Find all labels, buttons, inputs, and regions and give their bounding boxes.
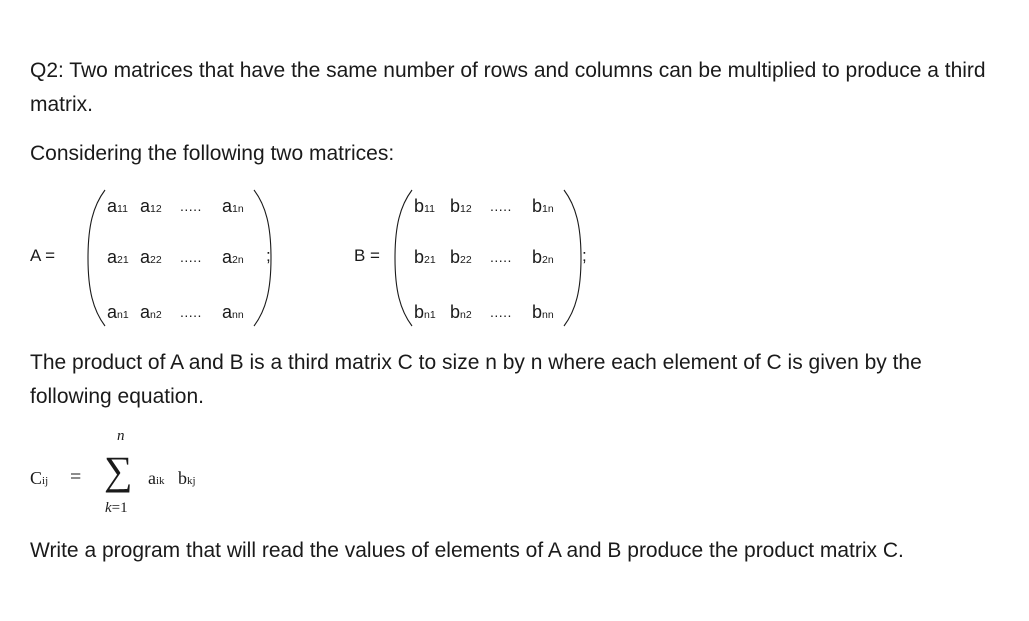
task-instruction: Write a program that will read the values of elements of A and B produce the product matrix C. <box>30 539 904 562</box>
question-intro: Q2: Two matrices that have the same number of rows and columns can be multiplied to produce a third matrix. <box>30 59 986 116</box>
matrix-b-left-paren <box>392 186 416 330</box>
matrix-ellipsis: ..... <box>180 198 202 214</box>
equation-term-b: bkj <box>178 468 196 488</box>
matrix-element: an1 <box>107 302 129 322</box>
matrix-element: b12 <box>450 196 472 216</box>
equation-term-a: aik <box>148 468 165 488</box>
matrix-b-right-paren <box>560 186 584 330</box>
matrix-element: a21 <box>107 247 129 267</box>
matrix-element: an2 <box>140 302 162 322</box>
matrix-element: ann <box>222 302 244 322</box>
matrix-element: b22 <box>450 247 472 267</box>
sigma-symbol: ∑ <box>104 448 133 493</box>
sum-upper-limit: n <box>117 428 125 444</box>
matrix-ellipsis: ..... <box>180 249 202 265</box>
matrix-element: b21 <box>414 247 436 267</box>
matrix-element: a11 <box>107 196 128 216</box>
matrix-a-left-paren <box>85 186 109 330</box>
matrix-element: bnn <box>532 302 554 322</box>
matrix-element: a22 <box>140 247 162 267</box>
sum-lower-limit: k=1 <box>105 500 128 516</box>
equation-lhs: Cij <box>30 468 49 488</box>
matrix-ellipsis: ..... <box>490 249 512 265</box>
matrix-a-label: A = <box>30 246 56 265</box>
matrix-ellipsis: ..... <box>490 304 512 320</box>
product-description: The product of A and B is a third matrix C to size n by n where each element of C is given by the following equation. <box>30 351 922 408</box>
matrix-b-terminator: ; <box>582 246 587 265</box>
matrix-element: b1n <box>532 196 554 216</box>
matrix-ellipsis: ..... <box>490 198 512 214</box>
matrix-element: bn2 <box>450 302 472 322</box>
matrix-ellipsis: ..... <box>180 304 202 320</box>
matrix-element: a2n <box>222 247 244 267</box>
equation-equals: = <box>70 466 82 488</box>
matrix-element: b11 <box>414 196 435 216</box>
matrix-b-label: B = <box>354 246 380 265</box>
matrix-element: a1n <box>222 196 244 216</box>
matrix-element: bn1 <box>414 302 436 322</box>
matrix-element: a12 <box>140 196 162 216</box>
matrix-a-terminator: ; <box>266 246 271 265</box>
matrix-element: b2n <box>532 247 554 267</box>
considering-text: Considering the following two matrices: <box>30 142 395 165</box>
